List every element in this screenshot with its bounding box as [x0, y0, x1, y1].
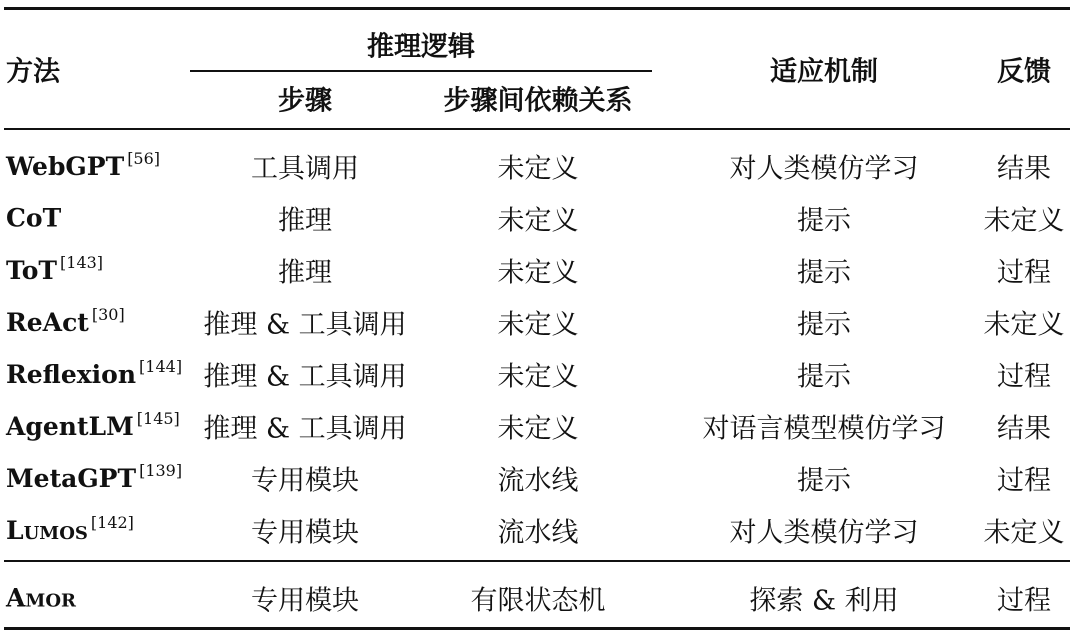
- separator-rule: [4, 560, 1070, 562]
- feedback-cell: 结果: [997, 153, 1051, 185]
- adaptation-cell: 提示: [797, 309, 851, 341]
- feedback-cell: 过程: [997, 465, 1051, 497]
- feedback-cell: 未定义: [983, 309, 1065, 341]
- dependency-cell: 未定义: [497, 413, 579, 445]
- adaptation-cell: 对人类模仿学习: [729, 153, 919, 185]
- dependency-cell: 未定义: [497, 205, 579, 237]
- citation: [144]: [139, 356, 183, 376]
- header-step-dependency: 步骤间依赖关系: [443, 85, 633, 117]
- method-name: CoT: [6, 203, 62, 233]
- bottom-rule: [4, 627, 1070, 630]
- dependency-cell: 未定义: [497, 257, 579, 289]
- citation: [30]: [91, 304, 125, 324]
- method-name: AgentLM [145]: [6, 408, 180, 442]
- method-name: MetaGPT [139]: [6, 460, 183, 494]
- feedback-cell: 未定义: [983, 517, 1065, 549]
- steps-cell: 推理: [278, 205, 332, 237]
- dependency-cell: 流水线: [497, 465, 579, 497]
- steps-cell: 推理 & 工具调用: [203, 413, 407, 445]
- feedback-cell: 未定义: [983, 205, 1065, 237]
- adaptation-cell: 对人类模仿学习: [729, 517, 919, 549]
- method-name: WebGPT [56]: [6, 148, 161, 182]
- adaptation-cell: 提示: [797, 465, 851, 497]
- adaptation-cell: 对语言模型模仿学习: [702, 413, 946, 445]
- method-name: Lumos [142]: [6, 512, 134, 546]
- feedback-cell: 结果: [997, 413, 1051, 445]
- citation: [143]: [60, 252, 104, 272]
- adaptation-cell: 提示: [797, 361, 851, 393]
- steps-cell: 专用模块: [251, 465, 359, 497]
- method-name: ReAct [30]: [6, 304, 125, 338]
- dependency-cell: 有限状态机: [470, 585, 606, 617]
- header-adaptation: 适应机制: [770, 56, 878, 88]
- feedback-cell: 过程: [997, 257, 1051, 289]
- citation: [56]: [127, 148, 161, 168]
- adaptation-cell: 探索 & 利用: [749, 585, 899, 617]
- citation: [145]: [136, 408, 180, 428]
- steps-cell: 工具调用: [251, 153, 359, 185]
- header-method: 方法: [6, 56, 60, 88]
- citation: [142]: [90, 512, 134, 532]
- dependency-cell: 未定义: [497, 153, 579, 185]
- header-rule: [4, 128, 1070, 130]
- adaptation-cell: 提示: [797, 205, 851, 237]
- method-name: Amor: [6, 583, 76, 613]
- feedback-cell: 过程: [997, 585, 1051, 617]
- header-steps: 步骤: [278, 85, 332, 117]
- steps-cell: 推理 & 工具调用: [203, 361, 407, 393]
- method-name: Reflexion [144]: [6, 356, 183, 390]
- adaptation-cell: 提示: [797, 257, 851, 289]
- top-rule: [4, 7, 1070, 10]
- feedback-cell: 过程: [997, 361, 1051, 393]
- header-subrule: [190, 70, 652, 72]
- dependency-cell: 流水线: [497, 517, 579, 549]
- steps-cell: 专用模块: [251, 517, 359, 549]
- citation: [139]: [139, 460, 183, 480]
- header-reasoning-logic: 推理逻辑: [367, 31, 475, 63]
- header-feedback: 反馈: [997, 56, 1051, 88]
- steps-cell: 推理: [278, 257, 332, 289]
- steps-cell: 推理 & 工具调用: [203, 309, 407, 341]
- steps-cell: 专用模块: [251, 585, 359, 617]
- dependency-cell: 未定义: [497, 309, 579, 341]
- method-name: ToT [143]: [6, 252, 104, 286]
- dependency-cell: 未定义: [497, 361, 579, 393]
